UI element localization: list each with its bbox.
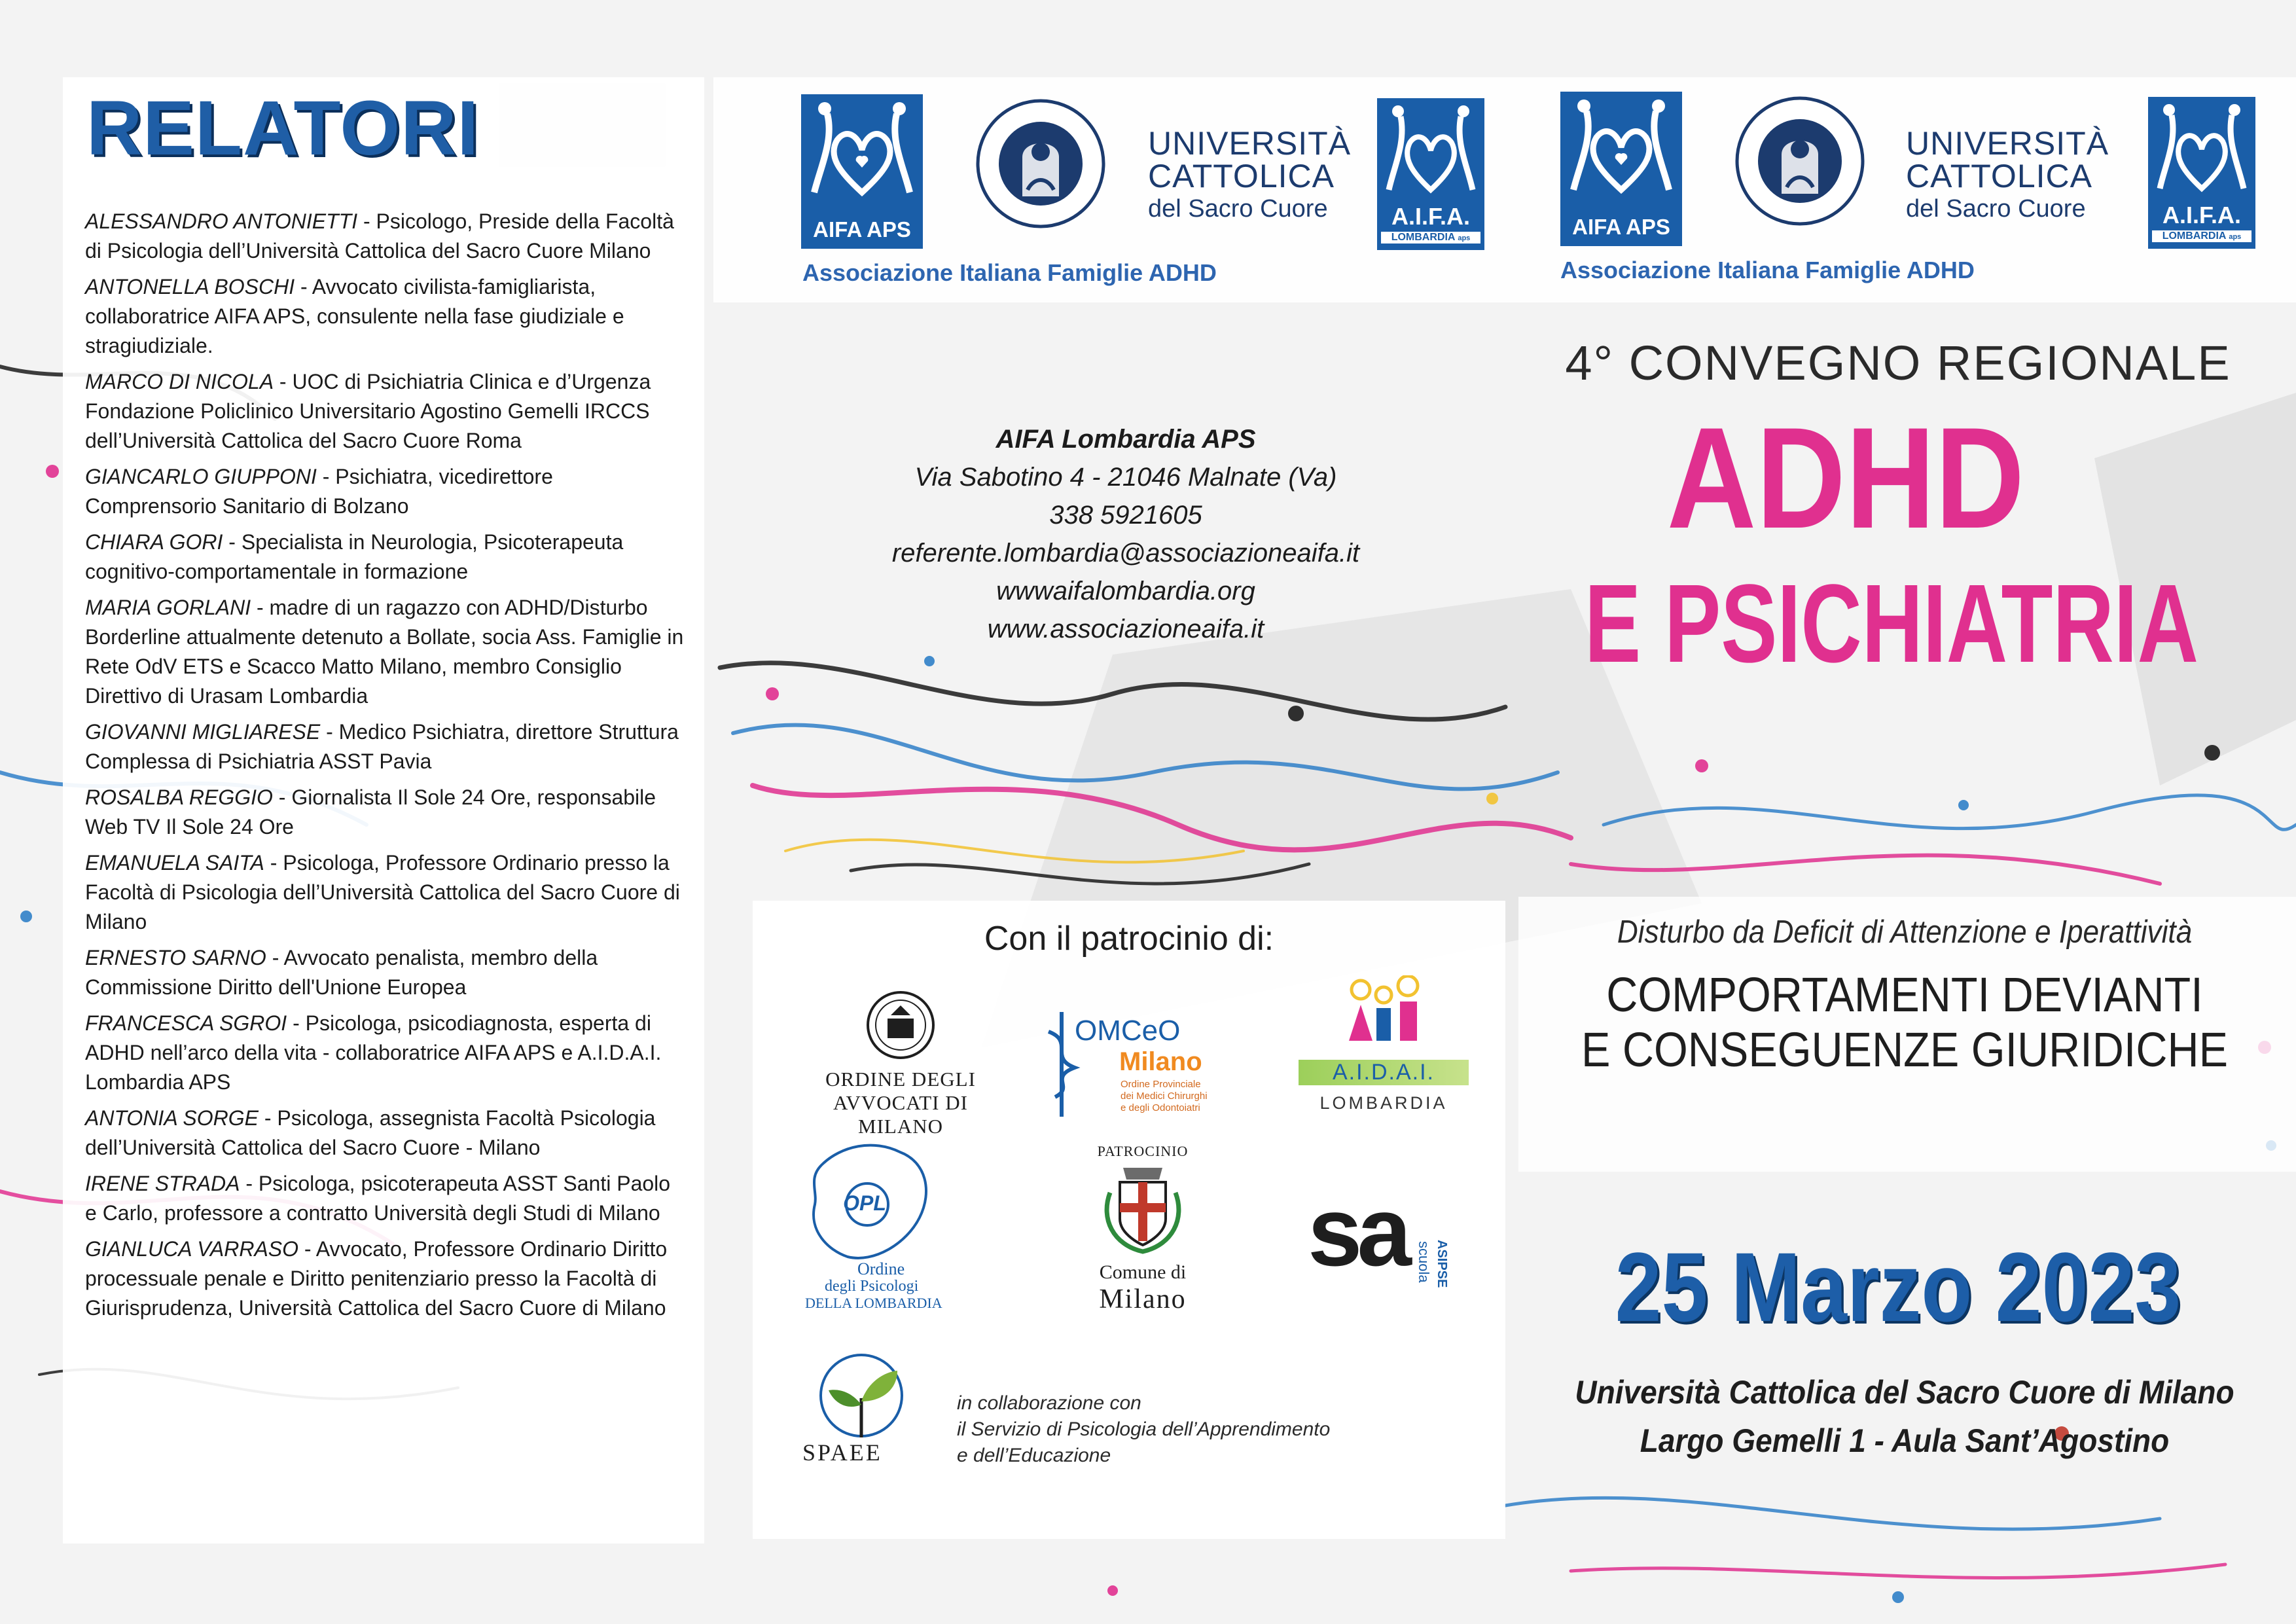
speaker-item: [85, 1235, 687, 1323]
speaker-role: - Psicologo, Preside della Facoltà di Psicologia dell’Università Cattolica del Sacro Cuore Milano: [85, 209, 674, 262]
speaker-item: [85, 207, 687, 266]
speakers-title: RELATORI: [86, 85, 480, 171]
event-title-psichiatria: E PSICHIATRIA: [1585, 562, 2198, 686]
opl-line-2: degli Psicologi: [825, 1278, 919, 1295]
patronage-title: Con il patrocinio di:: [984, 920, 1274, 958]
asipse-school-logo: [1308, 1176, 1484, 1293]
collab-line-2: il Servizio di Psicologia dell’Apprendimento: [957, 1418, 1331, 1440]
university-line-2: CATTOLICA: [1148, 158, 1335, 194]
aidai-name: A.I.D.A.I.: [1299, 1060, 1469, 1085]
comune-line-2: Milano: [1099, 1284, 1187, 1314]
aifa-aps-label-right: AIFA APS: [1572, 215, 1670, 239]
university-seal-icon-right: [1734, 96, 1865, 226]
event-date: 25 Marzo 2023: [1615, 1232, 2181, 1342]
contact-address: Via Sabotino 4 - 21046 Malnate (Va): [914, 463, 1337, 492]
contact-website-link[interactable]: wwwaifalombardia.org: [996, 577, 1255, 605]
speaker-name: GIOVANNI MIGLIARESE: [85, 720, 321, 744]
speaker-item: [85, 462, 687, 521]
omceo-line-4: dei Medici Chirurghi: [1121, 1091, 1208, 1102]
aifa-lombardia-sub2-text: aps: [2229, 233, 2242, 241]
contact-block: [831, 420, 1420, 648]
speaker-item: [85, 943, 687, 1002]
speaker-item: [85, 1104, 687, 1163]
aifa-lombardia-sub-text: LOMBARDIA: [2162, 230, 2226, 242]
speaker-role: - Psicologa, assegnista Facoltà Psicologia dell’Università Cattolica del Sacro Cuore - Milano: [85, 1106, 656, 1159]
aifa-aps-label: AIFA APS: [813, 217, 911, 242]
spaee-label: SPAEE: [802, 1439, 882, 1466]
speaker-role: - Psicologa, psicodiagnosta, esperta di ADHD nell’arco della vita - collaboratrice AIFA APS e A.I.D.A.I. Lombardia APS: [85, 1011, 662, 1094]
university-line-3: del Sacro Cuore: [1148, 195, 1328, 223]
speaker-item: [85, 367, 687, 456]
avvocati-line-1: ORDINE DEGLI: [825, 1068, 976, 1091]
aifa-lombardia-logo-right: [2148, 97, 2255, 249]
aifa-aps-logo: [801, 94, 923, 249]
event-theme-line-2: E CONSEGUENZE GIURIDICHE: [1581, 1022, 2229, 1077]
speaker-item: [85, 272, 687, 361]
contact-email-link[interactable]: referente.lombardia@associazioneaifa.it: [891, 539, 1360, 568]
event-title-adhd: ADHD: [1666, 397, 2025, 558]
speaker-item: [85, 1009, 687, 1097]
opl-badge: OPL: [843, 1191, 886, 1215]
aifa-lombardia-sub-text: LOMBARDIA: [1391, 232, 1455, 243]
speaker-item: [85, 717, 687, 776]
asipse-mark: sa: [1308, 1176, 1407, 1286]
aifa-lombardia-sub: [1381, 232, 1480, 244]
opl-line-1: Ordine: [857, 1259, 905, 1278]
speaker-role: - Avvocato civilista-famigliarista, collaboratrice AIFA APS, consulente nella fase giudiziale e stragiudiziale.: [85, 275, 624, 357]
event-theme-line-1: COMPORTAMENTI DEVIANTI: [1606, 967, 2203, 1022]
event-venue-line-2: Largo Gemelli 1 - Aula Sant’Agostino: [1640, 1422, 2170, 1459]
speaker-name: IRENE STRADA: [85, 1172, 240, 1195]
collab-line-1: in collaborazione con: [957, 1392, 1141, 1414]
association-caption: Associazione Italiana Famiglie ADHD: [802, 259, 1217, 286]
omceo-line-2: Milano: [1119, 1047, 1202, 1076]
contact-phone: 338 5921605: [1049, 501, 1202, 530]
aidai-sub: LOMBARDIA: [1319, 1093, 1448, 1113]
speaker-role: - Psicologa, psicoterapeuta ASST Santi Paolo e Carlo, professore a contratto Università degli Studi di Milano: [85, 1172, 671, 1225]
university-line-2: CATTOLICA: [1906, 158, 2092, 194]
leaf-tree-icon: [806, 1352, 917, 1444]
speaker-role: - Medico Psichiatra, direttore Struttura Complessa di Psichiatria ASST Pavia: [85, 720, 679, 773]
speaker-name: GIANCARLO GIUPPONI: [85, 465, 317, 488]
milan-coat-of-arms-icon: [1094, 1160, 1192, 1258]
collaboration-note: [957, 1390, 1330, 1469]
speaker-role: - madre di un ragazzo con ADHD/Disturbo Borderline attualmente detenuto a Bollate, socia Ass. Famiglie in Rete OdV ETS e Scacco Matto Milano, membro Consiglio Direttivo di Urasam Lombardia: [85, 596, 684, 708]
ordine-avvocati-logo: [796, 986, 1005, 1138]
spaee-logo: [796, 1352, 927, 1470]
speaker-role: - Giornalista Il Sole 24 Ore, responsabile Web TV Il Sole 24 Ore: [85, 785, 656, 839]
speaker-name: EMANUELA SAITA: [85, 851, 264, 875]
aidai-lombardia-logo: [1292, 975, 1475, 1113]
aifa-aps-logo-right: [1560, 92, 1682, 246]
convegno-heading: 4° CONVEGNO REGIONALE: [1565, 336, 2231, 390]
aifa-lombardia-label: A.I.F.A.: [1391, 203, 1470, 230]
university-line-1: UNIVERSITÀ: [1906, 125, 2109, 162]
comune-top: PATROCINIO: [1097, 1143, 1189, 1159]
speaker-role: - Psichiatra, vicedirettore Comprensorio Sanitario di Bolzano: [85, 465, 553, 518]
speaker-name: GIANLUCA VARRASO: [85, 1237, 299, 1261]
speaker-item: [85, 528, 687, 586]
speaker-name: ERNESTO SARNO: [85, 946, 266, 969]
speaker-role: - UOC di Psichiatria Clinica e d’Urgenza Fondazione Policlinico Universitario Agostino Gemelli IRCCS dell’Università Cattolica del Sacro Cuore Roma: [85, 370, 651, 452]
speaker-role: - Psicologa, Professore Ordinario presso la Facoltà di Psicologia dell’Università Cattolica del Sacro Cuore di Milano: [85, 851, 680, 933]
omceo-line-5: e degli Odontoiatri: [1121, 1102, 1200, 1113]
aifa-lombardia-sub-right: [2152, 230, 2251, 242]
opl-logo: [798, 1139, 942, 1309]
speaker-role: - Specialista in Neurologia, Psicoterapeuta cognitivo-comportamentale in formazione: [85, 530, 624, 583]
association-caption-right: Associazione Italiana Famiglie ADHD: [1560, 257, 1975, 283]
avvocati-line-2: AVVOCATI DI MILANO: [833, 1091, 968, 1138]
speaker-name: MARIA GORLANI: [85, 596, 251, 619]
speaker-item: [85, 1169, 687, 1228]
asipse-line-1: scuola: [1416, 1241, 1432, 1283]
speaker-name: CHIARA GORI: [85, 530, 223, 554]
university-line-3: del Sacro Cuore: [1906, 195, 2086, 223]
comune-milano-logo: [1064, 1143, 1221, 1315]
comune-line-1: Comune di: [1099, 1261, 1187, 1283]
omceo-milano-logo: [1037, 1005, 1233, 1123]
speaker-item: [85, 593, 687, 711]
speaker-name: ALESSANDRO ANTONIETTI: [85, 209, 358, 233]
aifa-lombardia-logo: [1377, 98, 1484, 250]
speaker-item: [85, 848, 687, 937]
university-line-1: UNIVERSITÀ: [1148, 125, 1352, 162]
speaker-name: ANTONELLA BOSCHI: [85, 275, 295, 298]
opl-line-3: DELLA LOMBARDIA: [805, 1295, 942, 1311]
contact-website-link-2[interactable]: www.associazioneaifa.it: [987, 615, 1265, 643]
omceo-line-1: OMCeO: [1075, 1015, 1181, 1047]
speaker-name: ANTONIA SORGE: [85, 1106, 259, 1130]
university-name-right: [1906, 127, 2109, 221]
speaker-item: [85, 783, 687, 842]
university-seal-icon: [975, 98, 1106, 229]
speaker-name: MARCO DI NICOLA: [85, 370, 274, 393]
event-theme: [1563, 967, 2246, 1077]
university-name: [1148, 127, 1351, 221]
speaker-role: - Avvocato penalista, membro della Commissione Diritto dell'Unione Europea: [85, 946, 598, 999]
collab-line-3: e dell’Educazione: [957, 1445, 1111, 1466]
event-venue: [1543, 1368, 2266, 1465]
contact-org: AIFA Lombardia APS: [996, 425, 1256, 454]
speaker-role: - Avvocato, Professore Ordinario Diritto processuale penale e Diritto penitenziario presso la Facoltà di Giurisprudenza, Università Cattolica del Sacro Cuore di Milano: [85, 1237, 668, 1320]
event-venue-line-1: Università Cattolica del Sacro Cuore di Milano: [1575, 1374, 2234, 1411]
omceo-line-3: Ordine Provinciale: [1121, 1079, 1201, 1090]
children-figures-icon: [1335, 975, 1433, 1054]
speaker-list: [85, 207, 687, 1329]
aifa-lombardia-label-right: A.I.F.A.: [2162, 202, 2241, 228]
aifa-lombardia-sub2-text: aps: [1458, 234, 1471, 242]
bar-association-seal-icon: [865, 986, 937, 1064]
event-subtitle: Disturbo da Deficit di Attenzione e Iperattività: [1617, 914, 2193, 950]
speaker-name: ROSALBA REGGIO: [85, 785, 273, 809]
speaker-name: FRANCESCA SGROI: [85, 1011, 287, 1035]
asipse-line-2: ASIPSE: [1435, 1240, 1449, 1288]
